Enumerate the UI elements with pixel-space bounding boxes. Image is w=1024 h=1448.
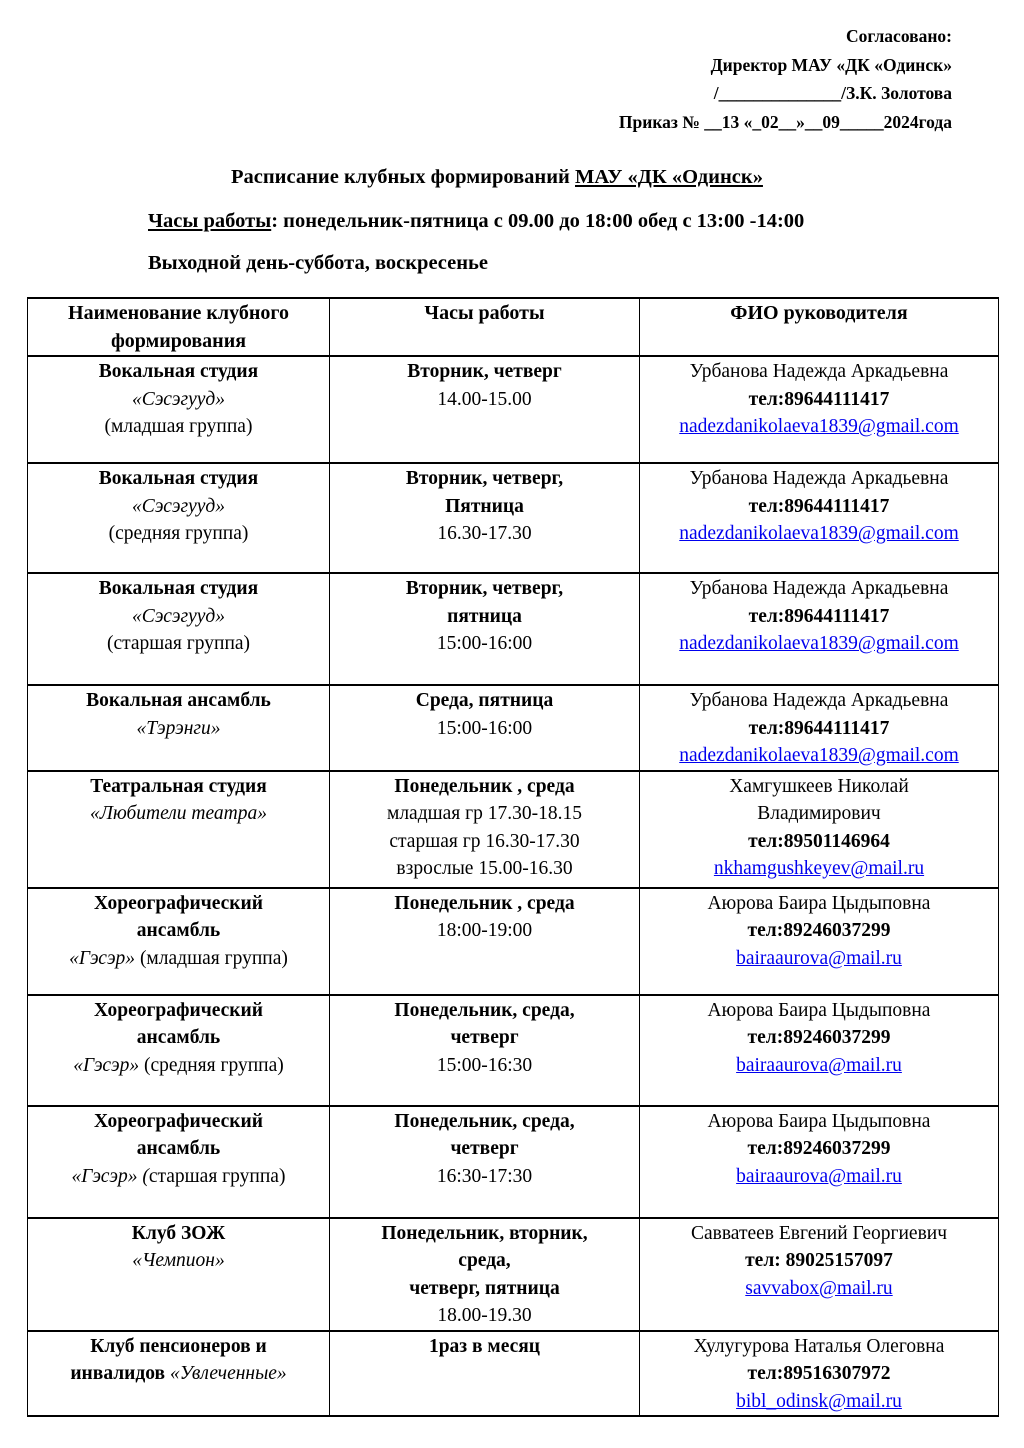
cell-line	[644, 358, 994, 386]
text-segment: (средняя группа)	[139, 1054, 284, 1076]
email-link[interactable]: nadezdanikolaeva1839@gmail.com	[679, 633, 959, 654]
text-segment: тел:89516307972	[747, 1363, 891, 1384]
approval-line: Директор МАУ «ДК «Одинск»	[710, 54, 952, 75]
text-segment: Аюрова Баира Цыдыповна	[707, 999, 931, 1021]
table-row	[28, 356, 999, 463]
cell-line	[334, 828, 635, 856]
cell-line	[334, 1135, 635, 1163]
text-segment: тел: 89025157097	[745, 1250, 893, 1271]
cell-line	[334, 575, 635, 603]
leader-cell	[640, 685, 999, 771]
cell-line	[32, 630, 325, 658]
cell-line	[334, 890, 635, 918]
cell-line	[644, 1275, 994, 1303]
text-segment: ансамбль	[136, 1027, 221, 1048]
text-segment: Урбанова Надежда Аркадьевна	[689, 578, 949, 599]
leader-cell	[640, 995, 999, 1106]
text-segment: среда,	[458, 1250, 511, 1271]
text-segment: (младшая группа)	[135, 947, 288, 969]
cell-line	[644, 715, 994, 743]
email-link[interactable]: bibl_odinsk@mail.ru	[736, 1390, 902, 1412]
cell-line	[32, 1024, 325, 1052]
cell-line	[334, 1052, 635, 1080]
table-header-row	[28, 298, 999, 356]
cell-line	[32, 1163, 325, 1191]
cell-line	[644, 917, 994, 945]
club-name-cell	[28, 463, 330, 573]
text-segment: Понедельник, вторник,	[381, 1222, 588, 1244]
cell-line	[644, 687, 994, 715]
leader-cell	[640, 356, 999, 463]
email-link[interactable]: bairaaurova@mail.ru	[736, 1165, 902, 1187]
text-segment: (младшая группа)	[104, 416, 253, 437]
text-segment: тел:89246037299	[747, 920, 891, 941]
hours-cell	[330, 685, 640, 771]
email-link[interactable]: savvabox@mail.ru	[745, 1277, 893, 1299]
text-segment: Понедельник , среда	[394, 775, 575, 797]
cell-line	[644, 828, 994, 856]
cell-line	[644, 1163, 994, 1191]
text-segment: «Гэсэр»	[69, 947, 136, 969]
approval-line: Приказ № __13 «_02__»__09_____2024года	[618, 111, 952, 132]
club-name-cell	[28, 685, 330, 771]
hours-cell	[330, 1331, 640, 1417]
text-segment: (старшая группа)	[106, 633, 251, 654]
cell-line	[334, 997, 635, 1025]
text-segment: Аюрова Баира Цыдыповна	[707, 1110, 931, 1132]
email-link[interactable]: nadezdanikolaeva1839@gmail.com	[679, 523, 959, 544]
cell-line	[32, 1360, 325, 1388]
text-segment: Урбанова Надежда Аркадьевна	[689, 690, 949, 711]
leader-cell	[640, 1218, 999, 1331]
text-segment: Вторник, четверг,	[405, 578, 564, 599]
club-name-cell	[28, 356, 330, 463]
cell-line	[334, 358, 635, 386]
text-segment: тел:89246037299	[747, 1138, 891, 1159]
cell-line	[644, 603, 994, 631]
club-name-cell	[28, 771, 330, 888]
cell-line	[334, 1220, 635, 1248]
leader-cell	[640, 573, 999, 685]
club-name-cell	[28, 1331, 330, 1417]
text-segment: пятница	[447, 605, 522, 627]
work-hours-label: Часы работы	[148, 210, 272, 232]
cell-line	[32, 1333, 325, 1361]
cell-line	[644, 413, 994, 441]
table-row	[28, 1331, 999, 1417]
cell-line	[644, 997, 994, 1025]
email-link[interactable]: bairaaurova@mail.ru	[736, 1054, 902, 1076]
text-segment: «Увлеченные»	[169, 1363, 287, 1384]
text-segment: «Сэсэгууд»	[132, 388, 225, 410]
text-segment: Вокальная студия	[98, 468, 259, 489]
text-segment: Урбанова Надежда Аркадьевна	[689, 468, 949, 489]
cell-line	[644, 575, 994, 603]
text-segment: взрослые 15.00-16.30	[396, 858, 573, 879]
work-hours-text: : понедельник-пятница с 09.00 до 18:00 обед с 13:00 -14:00	[271, 210, 805, 232]
cell-line	[644, 890, 994, 918]
cell-line	[644, 1247, 994, 1275]
leader-cell	[640, 1106, 999, 1218]
cell-line	[334, 386, 635, 414]
cell-line	[644, 773, 994, 801]
leader-cell	[640, 888, 999, 995]
cell-line	[32, 917, 325, 945]
cell-line	[334, 1302, 635, 1330]
cell-line	[32, 413, 325, 441]
email-link[interactable]: nadezdanikolaeva1839@gmail.com	[679, 416, 959, 437]
cell-line	[644, 1052, 994, 1080]
cell-line	[644, 1360, 994, 1388]
table-row	[28, 685, 999, 771]
text-segment: Вокальная студия	[98, 578, 259, 599]
club-name-cell	[28, 573, 330, 685]
hours-cell	[330, 995, 640, 1106]
email-link[interactable]: bairaaurova@mail.ru	[736, 947, 902, 969]
cell-line	[334, 855, 635, 883]
cell-line	[32, 715, 325, 743]
text-segment: 18.00-19.30	[437, 1305, 532, 1326]
text-segment: Вторник, четверг	[407, 361, 562, 382]
text-segment: Савватеев Евгений Георгиевич	[690, 1222, 948, 1244]
schedule-table	[27, 297, 999, 1417]
cell-line	[32, 358, 325, 386]
hours-cell	[330, 463, 640, 573]
text-segment: тел:89644111417	[748, 388, 890, 410]
text-segment: Понедельник, среда,	[394, 1110, 575, 1132]
cell-line	[334, 493, 635, 521]
text-segment: 18:00-19:00	[436, 920, 533, 941]
text-segment: Клуб ЗОЖ	[131, 1222, 226, 1244]
column-header-leader: ФИО руководителя	[640, 298, 999, 356]
cell-line	[334, 800, 635, 828]
cell-line	[644, 1135, 994, 1163]
text-segment: тел:89644111417	[748, 605, 890, 627]
schedule-table-body	[28, 356, 999, 1416]
cell-line	[32, 997, 325, 1025]
club-name-cell	[28, 1106, 330, 1218]
cell-line	[32, 773, 325, 801]
text-segment: тел:89501146964	[748, 830, 890, 852]
cell-line	[32, 687, 325, 715]
text-segment: «Чемпион»	[132, 1250, 225, 1271]
text-segment: Понедельник , среда	[394, 892, 575, 914]
text-segment: Клуб пенсионеров и	[90, 1335, 267, 1357]
cell-line	[334, 1275, 635, 1303]
cell-line	[334, 1163, 635, 1191]
cell-line	[32, 1247, 325, 1275]
cell-line	[334, 1333, 635, 1361]
cell-line	[644, 520, 994, 548]
text-segment: Хореографический	[94, 999, 263, 1021]
club-name-cell	[28, 888, 330, 995]
cell-line	[32, 1108, 325, 1136]
email-link[interactable]: nkhamgushkeyev@mail.ru	[713, 858, 925, 879]
cell-line	[334, 917, 635, 945]
text-segment: Среда, пятница	[415, 690, 554, 711]
cell-line	[334, 630, 635, 658]
club-name-cell	[28, 1218, 330, 1331]
table-row	[28, 463, 999, 573]
table-row	[28, 771, 999, 888]
cell-line	[644, 1333, 994, 1361]
hours-cell	[330, 356, 640, 463]
cell-line	[32, 520, 325, 548]
cell-line	[32, 603, 325, 631]
text-segment: четверг	[450, 1027, 519, 1048]
text-segment: Понедельник, среда,	[394, 999, 575, 1021]
text-segment: «Тэрэнги»	[136, 717, 221, 739]
hours-cell	[330, 771, 640, 888]
text-segment: 14.00-15.00	[437, 388, 532, 410]
page-title	[231, 166, 1024, 189]
column-header-hours: Часы работы	[330, 298, 640, 356]
cell-line	[644, 386, 994, 414]
text-segment: ансамбль	[136, 920, 221, 941]
cell-line	[334, 715, 635, 743]
cell-line	[644, 800, 994, 828]
text-segment: «Гэсэр» (	[71, 1165, 149, 1187]
approval-line: Согласовано:	[846, 26, 952, 46]
cell-line	[32, 1220, 325, 1248]
text-segment: 16:30-17:30	[436, 1165, 533, 1187]
text-segment: тел:89246037299	[747, 1027, 891, 1048]
table-row	[28, 573, 999, 685]
column-header-club-name: Наименование клубного формирования	[28, 298, 330, 356]
cell-line	[644, 493, 994, 521]
cell-line	[644, 1388, 994, 1416]
text-segment: Вокальная ансамбль	[86, 690, 271, 711]
cell-line	[334, 1024, 635, 1052]
text-segment: 15:00-16:00	[436, 633, 533, 654]
text-segment: 15:00-16:00	[436, 717, 533, 739]
hours-cell	[330, 1106, 640, 1218]
text-segment: 16.30-17.30	[437, 523, 532, 544]
text-segment: Хамгушкеев Николай	[729, 775, 909, 797]
hours-cell	[330, 1218, 640, 1331]
text-segment: ансамбль	[136, 1138, 221, 1159]
email-link[interactable]: nadezdanikolaeva1839@gmail.com	[679, 745, 959, 766]
text-segment: инвалидов	[70, 1363, 170, 1384]
cell-line	[334, 520, 635, 548]
text-segment: (средняя группа)	[108, 523, 249, 544]
cell-line	[334, 773, 635, 801]
cell-line	[32, 1135, 325, 1163]
table-row	[28, 1106, 999, 1218]
cell-line	[644, 465, 994, 493]
text-segment: тел:89644111417	[748, 717, 890, 739]
work-hours-line	[148, 210, 1024, 233]
text-segment: Хореографический	[94, 1110, 263, 1132]
cell-line	[644, 630, 994, 658]
text-segment: старшая группа)	[148, 1165, 286, 1187]
text-segment: Вторник, четверг,	[405, 468, 564, 489]
page-title-prefix: Расписание клубных формирований	[231, 166, 575, 188]
cell-line	[644, 855, 994, 883]
cell-line	[32, 465, 325, 493]
cell-line	[32, 1052, 325, 1080]
text-segment: Владимирович	[757, 803, 881, 824]
text-segment: Театральная студия	[90, 775, 267, 797]
cell-line	[644, 945, 994, 973]
table-row	[28, 888, 999, 995]
leader-cell	[640, 771, 999, 888]
text-segment: Хулугурова Наталья Олеговна	[693, 1335, 945, 1357]
cell-line	[334, 1108, 635, 1136]
text-segment: «Сэсэгууд»	[132, 495, 225, 517]
text-segment: 15:00-16:30	[436, 1054, 533, 1076]
cell-line	[32, 945, 325, 973]
text-segment: старшая гр 16.30-17.30	[389, 830, 580, 852]
text-segment: младшая гр 17.30-18.15	[386, 803, 583, 824]
text-segment: Аюрова Баира Цыдыповна	[707, 892, 931, 914]
table-row	[28, 995, 999, 1106]
cell-line	[334, 1247, 635, 1275]
text-segment: Пятница	[445, 495, 524, 517]
cell-line	[32, 493, 325, 521]
cell-line	[32, 800, 325, 828]
text-segment: 1раз в месяц	[428, 1335, 541, 1357]
leader-cell	[640, 463, 999, 573]
club-name-cell	[28, 995, 330, 1106]
table-row	[28, 1218, 999, 1331]
day-off-line: Выходной день-суббота, воскресенье	[148, 252, 489, 274]
cell-line	[32, 575, 325, 603]
approval-block	[0, 0, 1024, 136]
cell-line	[334, 687, 635, 715]
text-segment: «Сэсэгууд»	[132, 605, 225, 627]
cell-line	[644, 1220, 994, 1248]
page-title-org: МАУ «ДК «Одинск»	[575, 166, 763, 188]
cell-line	[644, 742, 994, 770]
cell-line	[32, 890, 325, 918]
text-segment: «Любители театра»	[90, 803, 267, 824]
cell-line	[644, 1024, 994, 1052]
text-segment: четверг, пятница	[409, 1277, 560, 1299]
cell-line	[644, 1108, 994, 1136]
text-segment: Хореографический	[94, 892, 263, 914]
cell-line	[334, 465, 635, 493]
approval-line: /______________/З.К. Золотова	[713, 83, 952, 103]
text-segment: «Гэсэр»	[73, 1054, 140, 1076]
cell-line	[334, 603, 635, 631]
text-segment: тел:89644111417	[748, 495, 890, 517]
cell-line	[32, 386, 325, 414]
text-segment: четверг	[450, 1138, 519, 1159]
text-segment: Вокальная студия	[98, 361, 259, 382]
leader-cell	[640, 1331, 999, 1417]
hours-cell	[330, 573, 640, 685]
hours-cell	[330, 888, 640, 995]
text-segment: Урбанова Надежда Аркадьевна	[689, 361, 949, 382]
